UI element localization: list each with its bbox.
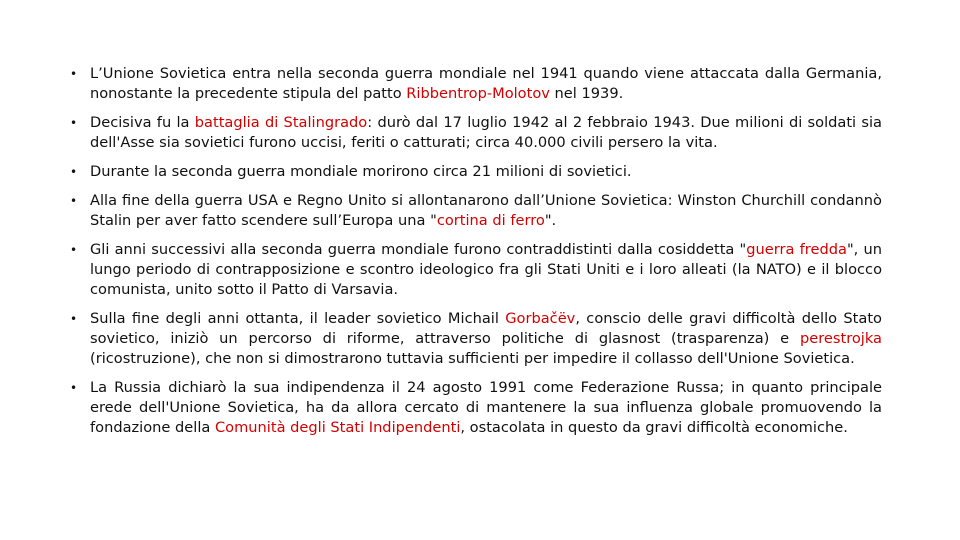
bullet-text: (ricostruzione), che non si dimostrarono tuttavia sufficienti per impedire il collasso dell'Unione Sovietica. <box>90 350 855 367</box>
bullet-item <box>68 113 882 153</box>
bullet-text: Sulla fine degli anni ottanta, il leader sovietico Michail <box>90 310 506 327</box>
bullet-item <box>68 309 882 369</box>
bullet-text: L’Unione Sovietica entra nella seconda guerra mondiale nel 1941 quando viene attaccata dalla Germania, nonostante la precedente stipula del patto <box>90 65 882 102</box>
bullet-text: : durò dal 17 luglio 1942 al 2 febbraio 1943. Due milioni di soldati sia dell'Asse sia sovietici furono uccisi, feriti o catturati; circa 40.000 civili persero la vita. <box>90 114 882 151</box>
highlighted-term: Gorbačëv <box>505 310 576 327</box>
bullet-text: nel 1939. <box>549 85 624 102</box>
bullet-text: ", un lungo periodo di contrapposizione e scontro ideologico fra gli Stati Uniti e i loro alleati (la NATO) e il blocco comunista, unito sotto il Patto di Varsavia. <box>90 241 882 298</box>
bullet-text: Alla fine della guerra USA e Regno Unito si allontanarono dall’Unione Sovietica: Winston Churchill condannò Stalin per aver fatto scendere sull’Europa una " <box>90 192 882 229</box>
highlighted-term: battaglia di Stalingrado <box>194 114 368 131</box>
bullet-item <box>68 240 882 300</box>
highlighted-term: guerra fredda <box>746 241 847 258</box>
bullet-item <box>68 378 882 438</box>
bullet-list <box>68 64 882 438</box>
highlighted-term: perestrojka <box>799 330 882 347</box>
bullet-text: ". <box>544 212 557 229</box>
slide-content <box>68 64 882 447</box>
bullet-item <box>68 191 882 231</box>
bullet-text: , conscio delle gravi difficoltà dello Stato sovietico, iniziò un percorso di riforme, attraverso politiche di glasnost (trasparenza) e <box>90 310 882 347</box>
bullet-text: Durante la seconda guerra mondiale morirono circa 21 milioni di sovietici. <box>90 163 632 180</box>
bullet-text: , ostacolata in questo da gravi difficoltà economiche. <box>460 419 848 436</box>
highlighted-term: cortina di ferro <box>436 212 545 229</box>
bullet-text: Gli anni successivi alla seconda guerra mondiale furono contraddistinti dalla cosiddetta " <box>90 241 747 258</box>
bullet-item <box>68 64 882 104</box>
bullet-item <box>68 162 882 182</box>
bullet-text: La Russia dichiarò la sua indipendenza il 24 agosto 1991 come Federazione Russa; in quanto principale erede dell'Unione Sovietica, ha da allora cercato di mantenere la sua influenza globale promuovendo la fondazione della <box>90 379 882 436</box>
highlighted-term: Ribbentrop-Molotov <box>406 85 550 102</box>
highlighted-term: Comunità degli Stati Indipendenti <box>214 419 461 436</box>
bullet-text: Decisiva fu la <box>90 114 195 131</box>
